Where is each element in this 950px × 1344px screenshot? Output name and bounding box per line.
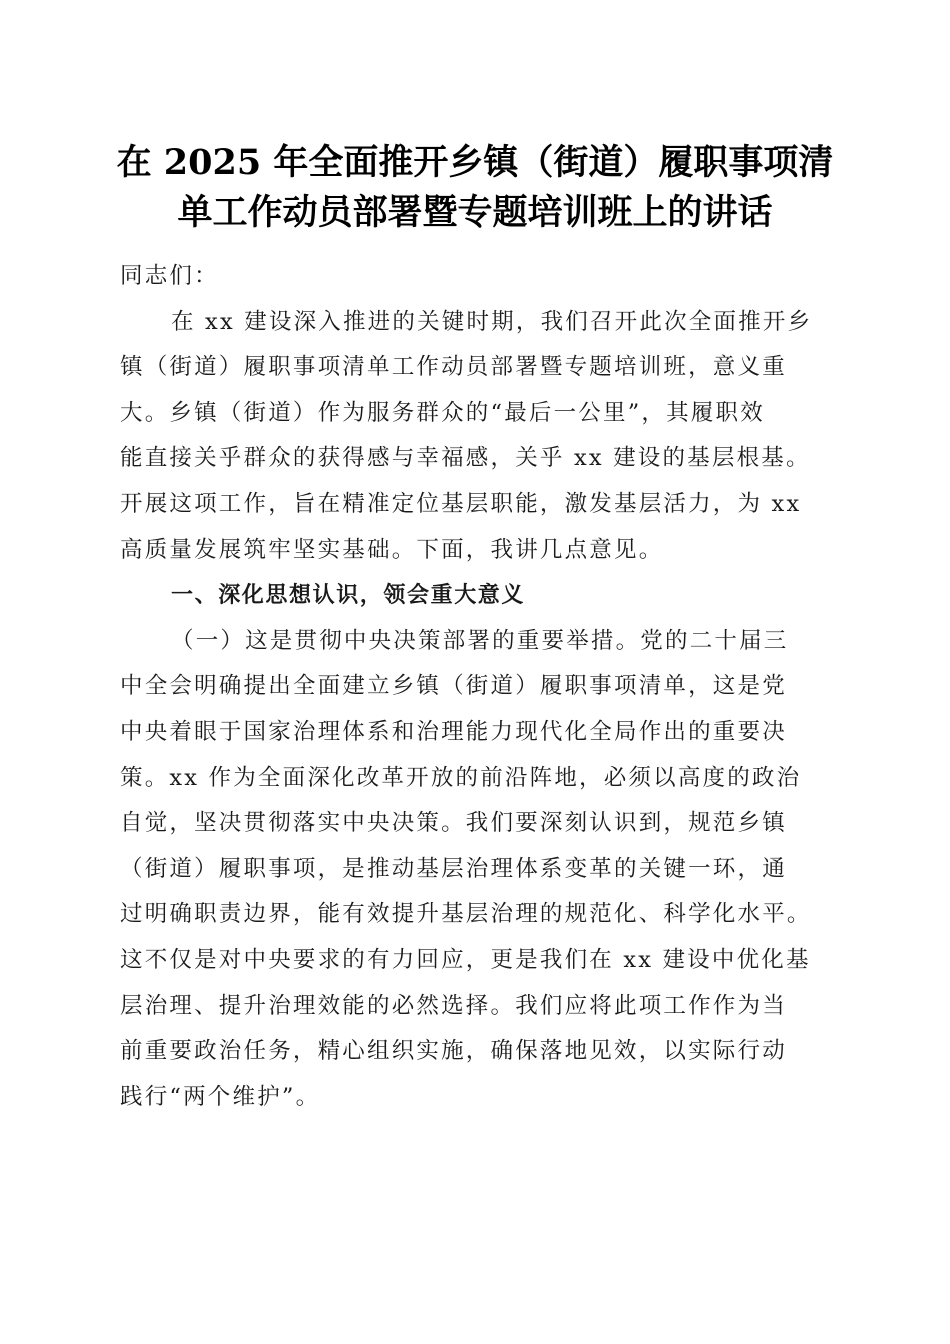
paragraph-line: 开展这项工作，旨在精准定位基层职能，激发基层活力，为 xx [120, 490, 802, 517]
title-line-2: 单工作动员部署暨专题培训班上的讲话 [177, 192, 773, 233]
paragraph-line: 这不仅是对中央要求的有力回应，更是我们在 xx 建设中优化基 [120, 946, 811, 973]
salutation: 同志们： [120, 263, 219, 289]
paragraph-line: 在 xx 建设深入推进的关键时期，我们召开此次全面推开乡 [171, 308, 813, 335]
paragraph-line: 策。xx 作为全面深化改革开放的前沿阵地，必须以高度的政治 [120, 764, 802, 791]
paragraph-line: （一）这是贯彻中央决策部署的重要举措。党的二十届三 [171, 627, 789, 654]
paragraph-line: 层治理、提升治理效能的必然选择。我们应将此项工作作为当 [120, 992, 787, 1019]
paragraph-intro [120, 300, 832, 574]
paragraph-line: （街道）履职事项，是推动基层治理体系变革的关键一环，通 [120, 855, 787, 882]
paragraph-line: 能直接关乎群众的获得感与幸福感，关乎 xx 建设的基层根基。 [120, 445, 811, 472]
paragraph-line: 中央着眼于国家治理体系和治理能力现代化全局作出的重要决 [120, 718, 787, 745]
paragraph-line: 大。乡镇（街道）作为服务群众的“最后一公里”，其履职效 [120, 399, 765, 426]
title-line-1: 在 2025 年全面推开乡镇（街道）履职事项清 [116, 142, 834, 183]
document-body [120, 254, 832, 1120]
paragraph-line: 践行“两个维护”。 [120, 1083, 321, 1110]
paragraph-line: 过明确职责边界，能有效提升基层治理的规范化、科学化水平。 [120, 901, 812, 928]
paragraph-line: 中全会明确提出全面建立乡镇（街道）履职事项清单，这是党 [120, 673, 787, 700]
paragraph-line: 自觉，坚决贯彻落实中央决策。我们要深刻认识到，规范乡镇 [120, 810, 787, 837]
paragraph-section-1-1 [120, 619, 832, 1121]
paragraph-line: 前重要政治任务，精心组织实施，确保落地见效，以实际行动 [120, 1038, 787, 1065]
paragraph-line: 镇（街道）履职事项清单工作动员部署暨专题培训班，意义重 [120, 354, 787, 381]
document-title [110, 138, 840, 238]
paragraph-line: 高质量发展筑牢坚实基础。下面，我讲几点意见。 [120, 536, 664, 563]
section-heading-1: 一、深化思想认识，领会重大意义 [171, 583, 526, 609]
